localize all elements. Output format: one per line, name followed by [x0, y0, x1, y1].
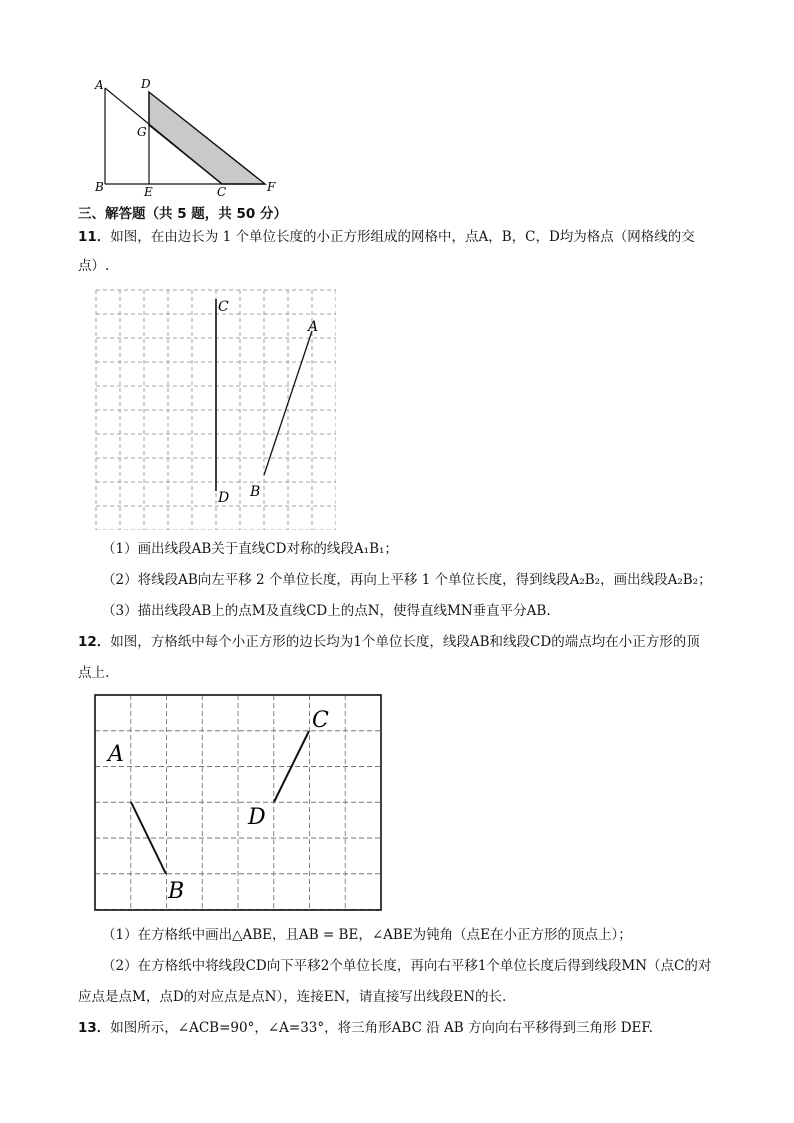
- q11-number: 11．: [78, 229, 111, 245]
- q11-label-B: B: [250, 484, 261, 500]
- label-B: B: [95, 180, 104, 194]
- q12-part2-line2: 应点是点M，点D的对应点是点N），连接EN，请直接写出线段EN的长.: [78, 989, 507, 1005]
- label-A: A: [95, 78, 104, 92]
- q11-part2: （2）将线段AB向左平移 2 个单位长度，再向上平移 1 个单位长度，得到线段A₂B₂，画出线段A₂B₂；: [102, 572, 712, 588]
- label-E: E: [144, 185, 153, 199]
- q12-stem-line2: 点上.: [78, 665, 110, 681]
- q11-label-D: D: [218, 490, 230, 506]
- label-D: D: [141, 77, 151, 91]
- q12-stem-line1: 12．如图，方格纸中每个小正方形的边长均为1个单位长度，线段AB和线段CD的端点均在小正方形的顶: [78, 634, 700, 650]
- q11-stem-line1: 11．如图，在由边长为 1 个单位长度的小正方形组成的网格中，点A，B，C，D均为格点（网格线的交: [78, 229, 695, 245]
- q12-part2-line1: （2）在方格纸中将线段CD向下平移2个单位长度，再向右平移1个单位长度后得到线段MN（点C的对: [102, 958, 712, 974]
- section-heading: 三、解答题（共 5 题，共 50 分）: [78, 206, 287, 222]
- top-triangle-figure: [85, 70, 285, 200]
- q12-label-C: C: [312, 708, 329, 733]
- q13-stem: 13．如图所示，∠ACB=90°，∠A=33°，将三角形ABC 沿 AB 方向向右平移得到三角形 DEF.: [78, 1020, 653, 1036]
- q12-label-D: D: [248, 805, 266, 830]
- q11-stem-line2: 点）.: [78, 258, 110, 274]
- label-F: F: [267, 180, 276, 194]
- label-G: G: [137, 125, 147, 139]
- q11-grid-figure: [94, 288, 336, 530]
- q11-label-A: A: [308, 319, 319, 335]
- q12-label-B: B: [168, 879, 185, 904]
- q12-grid-figure: [94, 694, 384, 914]
- q12-number: 12．: [78, 634, 111, 650]
- q11-part3: （3）描出线段AB上的点M及直线CD上的点N，使得直线MN垂直平分AB.: [102, 603, 551, 619]
- q11-label-C: C: [218, 299, 229, 315]
- q12-part1: （1）在方格纸中画出△ABE，且AB = BE，∠ABE为钝角（点E在小正方形的顶点上）；: [102, 927, 632, 943]
- q13-number: 13．: [78, 1020, 111, 1036]
- q12-label-A: A: [108, 742, 124, 767]
- q11-part1: （1）画出线段AB关于直线CD对称的线段A₁B₁；: [102, 541, 398, 557]
- label-C: C: [217, 185, 227, 199]
